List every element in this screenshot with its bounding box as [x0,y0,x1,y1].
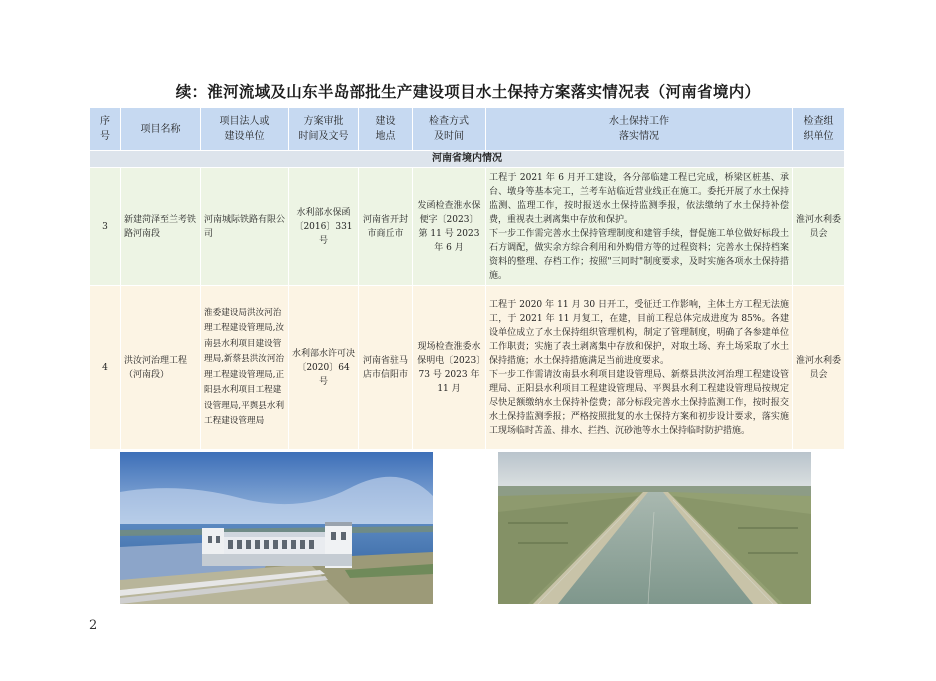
header-name: 项目名称 [121,108,201,151]
work-paragraph-1: 工程于 2021 年 6 月开工建设，各分部临建工程已完成，桥梁区桩基、承台、墩身等基本完工，兰考车站临近营业线正在施工。委托开展了水土保持监测、监理工作，按时报送水土保持监测季报，依法缴纳了水土保持补偿费，重视表土剥离集中存放和保护。 [489,172,789,225]
header-work: 水土保持工作 落实情况 [486,108,793,151]
work-paragraph-1: 工程于 2020 年 11 月 30 日开工，受征迁工作影响，主体土方工程无法施工，于 2021 年 11 月复工，在建，目前工程总体完成进度为 85%。各建设单位成立了水土保持组织管理机构，制定了管理制度，明确了各参建单位工作职责；实施了表土剥离集中存放和保护，对取土场、弃土场采取了水土保持措施；水土保持措施满足当前进度要求。 [489,299,789,366]
table-header-row [90,108,845,151]
row-location: 河南省驻马店市信阳市 [359,286,413,450]
inspection-table [89,107,845,450]
row-project-name: 新建菏泽至兰考铁路河南段 [121,168,201,286]
work-paragraph-2: 下一步工作需请汝南县水利项目建设管理局、新蔡县洪汝河治理工程建设管理局、正阳县水利项目工程建设管理局、平舆县水利工程建设管理局按规定尽快足额缴纳水土保持补偿费；部分标段完善水土保持监测工作，按时报交水土保持监测季报；严格按照批复的水土保持方案和初步设计要求，落实施工现场临时苫盖、排水、拦挡、沉砂池等水土保持临时防护措施。 [489,369,789,436]
header-inspection: 检查方式 及时间 [413,108,486,151]
page-number: 2 [89,618,98,633]
table-row [90,168,845,286]
table-row [90,286,845,450]
row-location: 河南省开封市商丘市 [359,168,413,286]
row-project-name: 洪汝河治理工程（河南段） [121,286,201,450]
header-approval: 方案审批 时间及文号 [289,108,359,151]
header-seq: 序 号 [90,108,121,151]
section-row [90,151,845,168]
row-approval: 水利部水许可决〔2020〕64 号 [289,286,359,450]
row-work-status [486,168,793,286]
row-seq: 4 [90,286,121,450]
row-org: 淮河水利委员会 [793,168,845,286]
header-org: 检查组 织单位 [793,108,845,151]
section-label: 河南省境内情况 [90,151,845,168]
work-paragraph-2: 下一步工作需完善水土保持管理制度和建管手续，督促施工单位做好标段土石方调配，做实余方综合利用和外购借方等的过程资料；完善水土保持档案资料的整理、存档工作；按照"三同时"制度要求，及时实施各项水土保持措施。 [489,228,789,281]
row-inspection: 发函检查淮水保便字〔2023〕第 11 号 2023 年 6 月 [413,168,486,286]
row-work-status [486,286,793,450]
row-seq: 3 [90,168,121,286]
page-title: 续：淮河流域及山东半岛部批生产建设项目水土保持方案落实情况表（河南省境内） [175,83,761,101]
row-owner: 河南城际铁路有限公司 [201,168,289,286]
sluice-gate-photo [120,452,433,604]
row-approval: 水利部水保函〔2016〕331 号 [289,168,359,286]
row-owner: 淮委建设局洪汝河治理工程建设管理局,汝南县水利项目建设管理局,新蔡县洪汝河治理工程建设管理局,正阳县水利项目工程建设管理局,平舆县水利工程建设管理局 [201,286,289,450]
river-channel-photo [498,452,811,604]
header-location: 建设 地点 [359,108,413,151]
row-org: 淮河水利委员会 [793,286,845,450]
header-owner: 项目法人或 建设单位 [201,108,289,151]
row-inspection: 现场检查淮委水保明电〔2023〕73 号 2023 年 11 月 [413,286,486,450]
